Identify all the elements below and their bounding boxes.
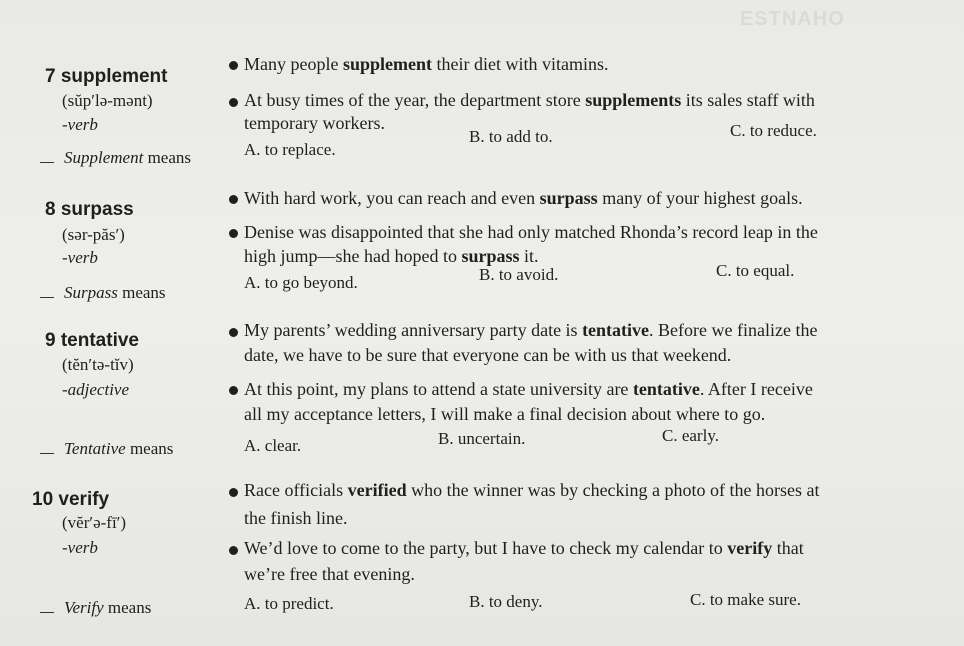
option-b[interactable]: B. to avoid. (479, 265, 559, 284)
answer-blank[interactable] (40, 162, 54, 163)
entry-part-of-speech: -verb (62, 115, 98, 134)
answer-blank[interactable] (40, 453, 54, 454)
example-sentence-continued: we’re free that evening. (244, 564, 415, 584)
example-sentence: Race officials verified who the winner was by checking a photo of the horses at (244, 480, 820, 500)
example-sentence-continued: all my acceptance letters, I will make a final decision about where to go. (244, 404, 766, 424)
means-prompt: Tentative means (40, 439, 173, 459)
entry-pronunciation: (sər-păs′) (62, 225, 125, 244)
bullet-icon (229, 328, 238, 337)
entry-part-of-speech: -verb (62, 538, 98, 557)
entry-word: 9 tentative (45, 330, 139, 351)
bleed-through-text: ESTNAHO (740, 8, 845, 30)
entry-pronunciation: (vĕr′ə-fī′) (62, 513, 127, 532)
option-c[interactable]: C. early. (662, 426, 719, 445)
example-sentence: At this point, my plans to attend a state university are tentative. After I receive (244, 379, 813, 399)
example-sentence: At busy times of the year, the department store supplements its sales staff with (244, 90, 815, 110)
answer-blank[interactable] (40, 297, 54, 298)
example-sentence: My parents’ wedding anniversary party date is tentative. Before we finalize the (244, 320, 818, 340)
means-prompt: Surpass means (40, 283, 166, 303)
example-sentence: With hard work, you can reach and even surpass many of your highest goals. (244, 188, 803, 208)
option-a[interactable]: A. to predict. (244, 594, 334, 613)
example-sentence-continued: high jump—she had hoped to surpass it. (244, 246, 539, 266)
bullet-icon (229, 488, 238, 497)
option-b[interactable]: B. uncertain. (438, 429, 526, 448)
answer-blank[interactable] (40, 612, 54, 613)
example-sentence: Denise was disappointed that she had only matched Rhonda’s record leap in the (244, 222, 818, 242)
means-prompt: Verify means (40, 598, 151, 618)
bullet-icon (229, 195, 238, 204)
option-a[interactable]: A. to go beyond. (244, 273, 358, 292)
option-b[interactable]: B. to deny. (469, 592, 543, 611)
option-c[interactable]: C. to equal. (716, 261, 795, 280)
means-prompt: Supplement means (40, 148, 191, 168)
bullet-icon (229, 61, 238, 70)
bullet-icon (229, 386, 238, 395)
entry-pronunciation: (tĕn′tə-tĭv) (62, 355, 134, 374)
entry-word: 8 surpass (45, 199, 134, 220)
option-b[interactable]: B. to add to. (469, 127, 553, 146)
bullet-icon (229, 546, 238, 555)
example-sentence: We’d love to come to the party, but I have to check my calendar to verify that (244, 538, 804, 558)
bullet-icon (229, 98, 238, 107)
entry-part-of-speech: -adjective (62, 380, 130, 399)
example-sentence: Many people supplement their diet with vitamins. (244, 54, 609, 74)
option-a[interactable]: A. to replace. (244, 140, 336, 159)
option-c[interactable]: C. to reduce. (730, 121, 817, 140)
example-sentence-continued: date, we have to be sure that everyone can be with us that weekend. (244, 345, 732, 365)
entry-word: 10 verify (32, 489, 110, 510)
example-sentence-continued: temporary workers. (244, 113, 385, 133)
option-a[interactable]: A. clear. (244, 436, 302, 455)
entry-word: 7 supplement (45, 66, 168, 87)
entry-pronunciation: (sŭp′lə-mənt) (62, 91, 153, 110)
bullet-icon (229, 229, 238, 238)
example-sentence-continued: the finish line. (244, 508, 348, 528)
option-c[interactable]: C. to make sure. (690, 590, 801, 609)
entry-part-of-speech: -verb (62, 248, 98, 267)
